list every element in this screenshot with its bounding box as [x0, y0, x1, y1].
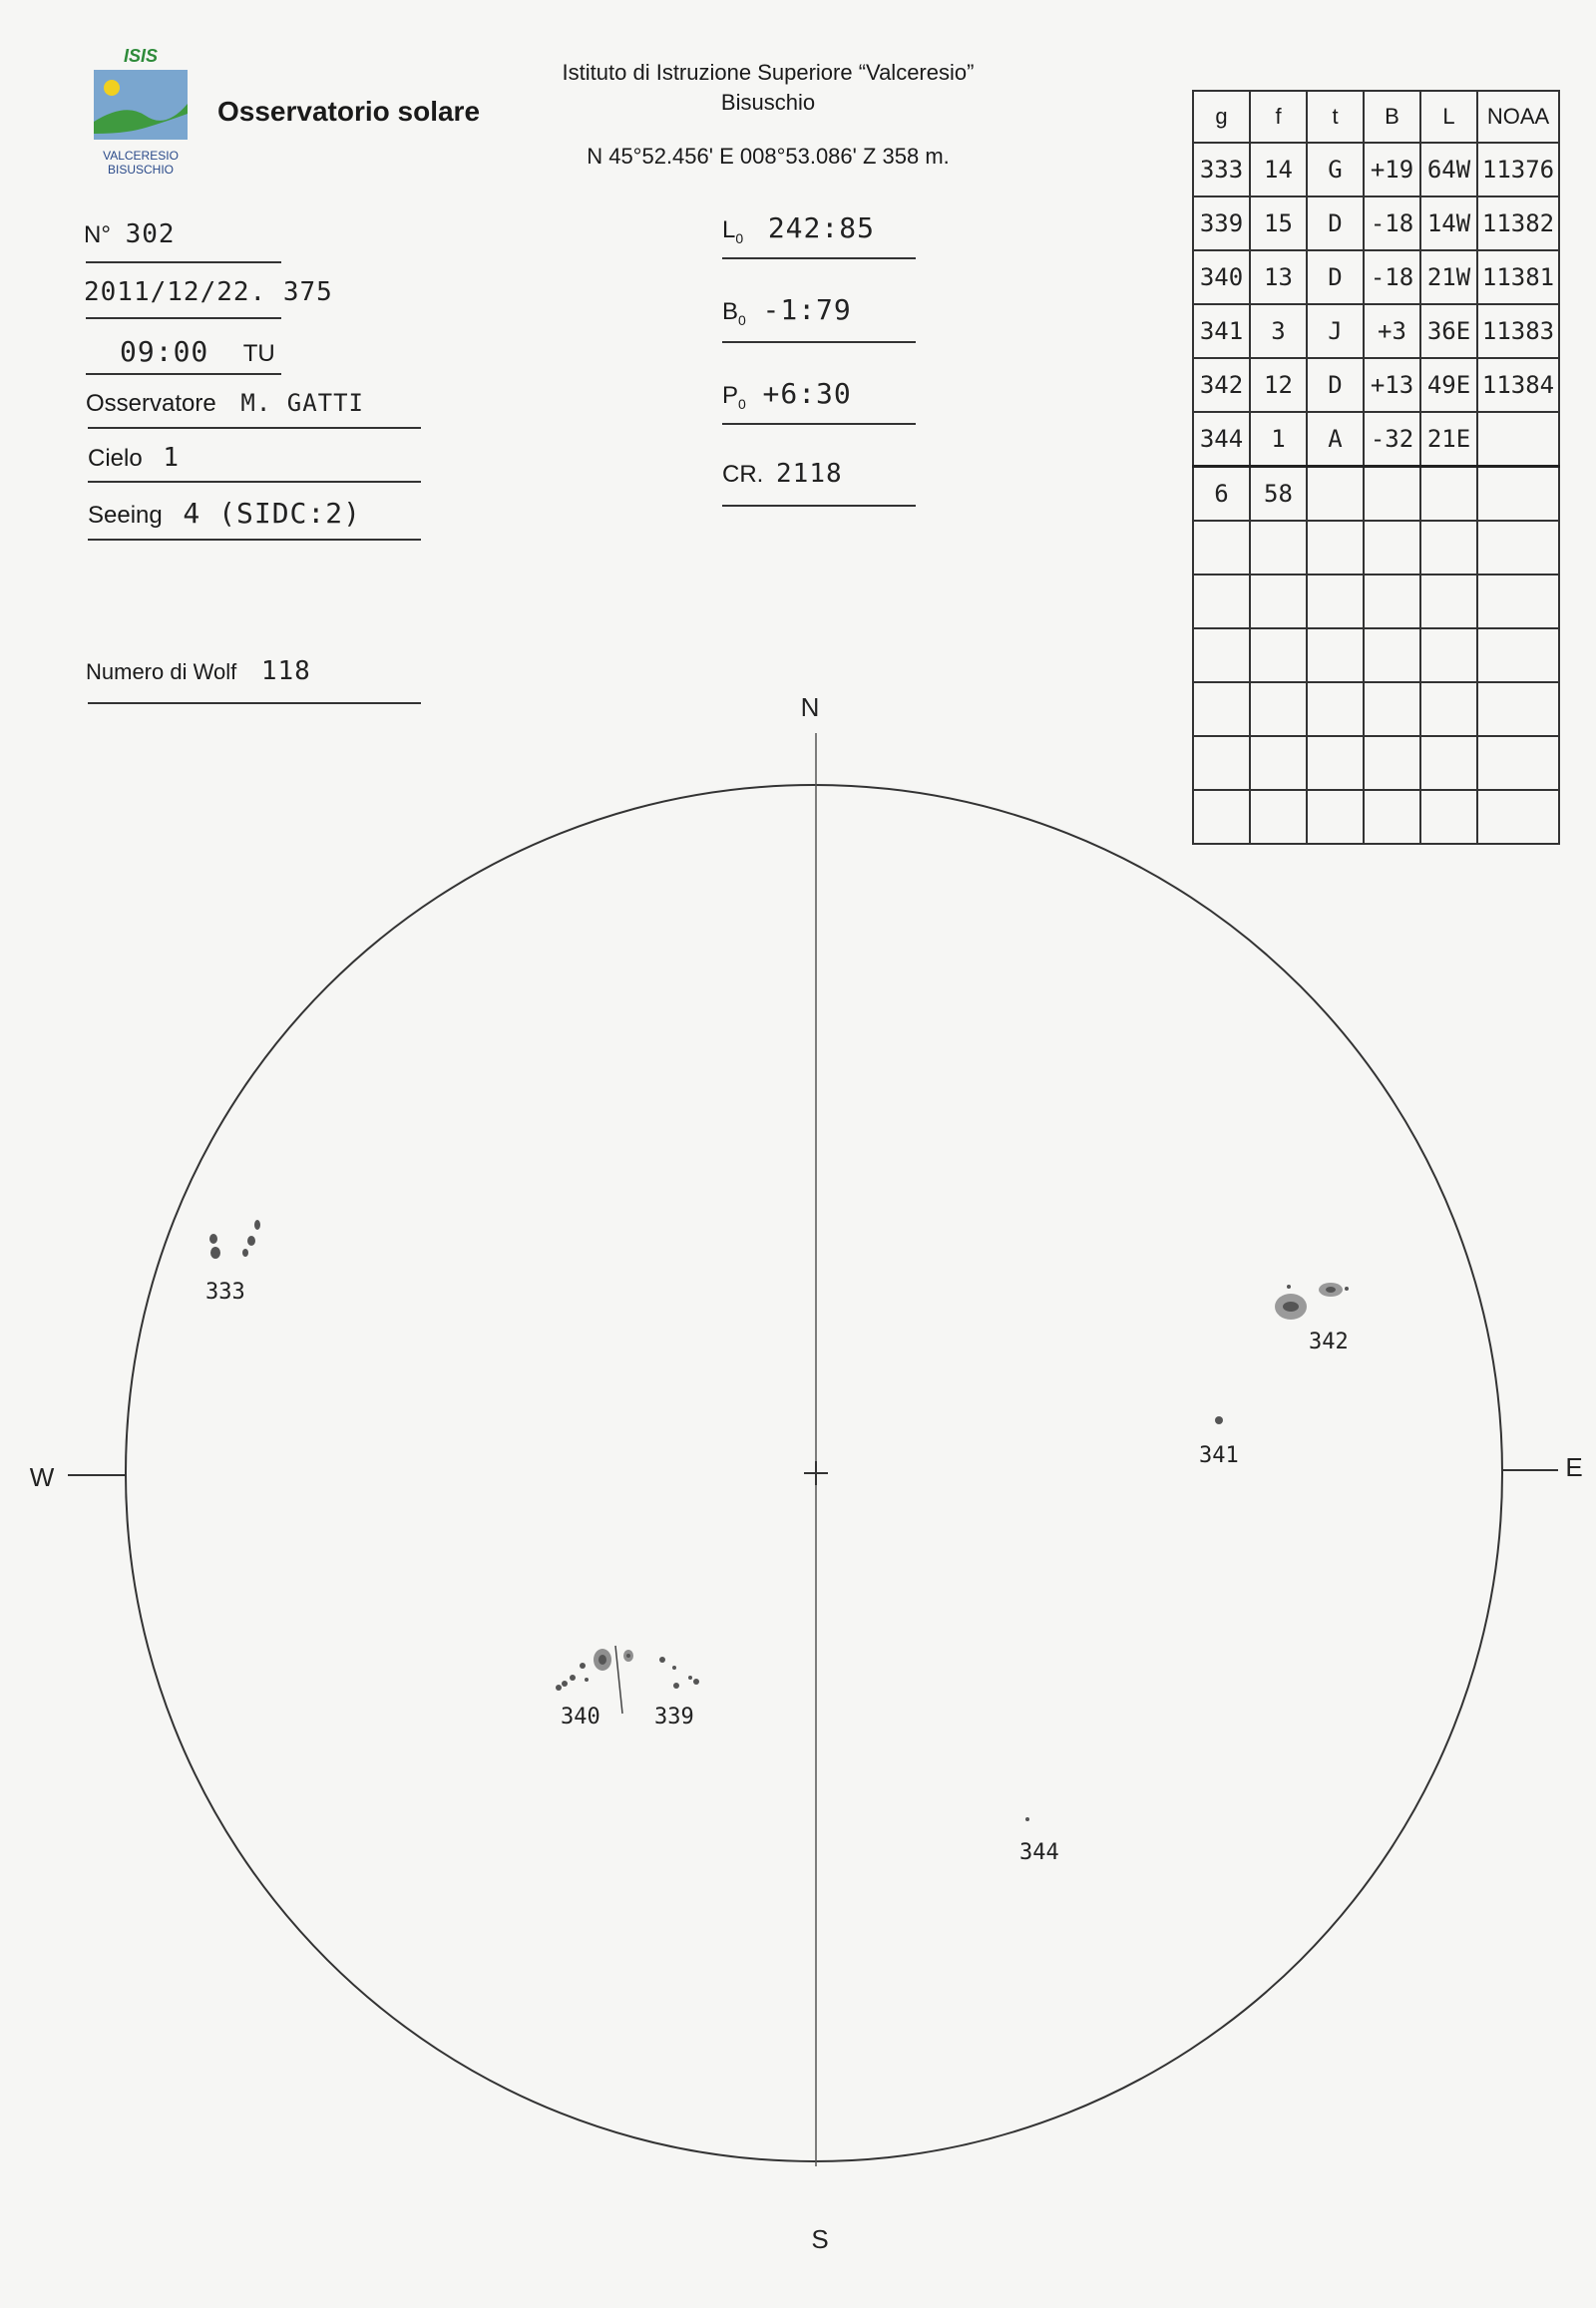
record-number-label: N° — [84, 221, 111, 248]
group-label-333: 333 — [205, 1280, 245, 1305]
cell-f: 1 — [1250, 412, 1307, 467]
cell-g: 339 — [1193, 196, 1250, 250]
cell-L: 14W — [1420, 196, 1477, 250]
CR-label: CR. — [722, 461, 764, 488]
sunspot — [580, 1663, 586, 1669]
umbra — [1326, 1287, 1336, 1293]
cell-NOAA: 11381 — [1477, 250, 1559, 304]
B0-label: B — [722, 298, 739, 325]
header-L: L — [1420, 91, 1477, 143]
sunspot — [585, 1678, 589, 1682]
cell-t: J — [1307, 304, 1364, 358]
group-label-341: 341 — [1199, 1443, 1239, 1468]
wolf-value: 118 — [260, 656, 311, 686]
P0-value: +6:30 — [762, 377, 852, 410]
umbra — [1283, 1302, 1299, 1312]
cell-B: -18 — [1364, 250, 1420, 304]
sunspot — [209, 1234, 217, 1244]
compass-north: N — [800, 692, 820, 722]
umbra — [598, 1655, 606, 1665]
seeing-value: 4 (SIDC:2) — [183, 497, 361, 530]
cell-t: D — [1307, 250, 1364, 304]
cell-t: A — [1307, 412, 1364, 467]
CR-value: 2118 — [776, 459, 843, 489]
cell-g: 6 — [1193, 467, 1250, 522]
logo-mark-text: ISIS — [123, 46, 159, 66]
sunspot — [210, 1247, 220, 1259]
cell-NOAA: 11383 — [1477, 304, 1559, 358]
cell-L: 49E — [1420, 358, 1477, 412]
sunspot — [1215, 1416, 1223, 1424]
cell-g: 333 — [1193, 143, 1250, 196]
L0-label: L — [722, 216, 736, 243]
cell-g: 344 — [1193, 412, 1250, 467]
group-label-342: 342 — [1309, 1330, 1349, 1354]
sunspot — [254, 1220, 260, 1230]
sunspot-group-339 — [623, 1650, 699, 1730]
P0-subscript: 0 — [738, 395, 746, 412]
wolf-label: Numero di Wolf — [86, 659, 237, 684]
header-NOAA: NOAA — [1477, 91, 1559, 143]
group-label-344: 344 — [1019, 1840, 1059, 1865]
compass-west: W — [29, 1462, 55, 1492]
group-divider — [615, 1646, 622, 1714]
cell-NOAA: 11382 — [1477, 196, 1559, 250]
header-t: t — [1307, 91, 1364, 143]
cell-f: 12 — [1250, 358, 1307, 412]
group-label-339: 339 — [654, 1705, 694, 1730]
sunspot — [242, 1249, 248, 1257]
cell-f: 13 — [1250, 250, 1307, 304]
cell-g: 341 — [1193, 304, 1250, 358]
sunspot — [688, 1676, 692, 1680]
cell-B: +13 — [1364, 358, 1420, 412]
sunspot — [1345, 1287, 1349, 1291]
header-g: g — [1193, 91, 1250, 143]
sunspot-group-344 — [1019, 1817, 1059, 1865]
observer-label: Osservatore — [86, 390, 216, 417]
compass-south: S — [811, 2224, 829, 2254]
cell-t: G — [1307, 143, 1364, 196]
cell-NOAA: 11384 — [1477, 358, 1559, 412]
site-coordinates: N 45°52.456' E 008°53.086' Z 358 m. — [587, 144, 950, 169]
sunspot — [570, 1675, 576, 1681]
time-unit: TU — [242, 340, 275, 367]
sunspot — [247, 1236, 255, 1246]
cell-B: +19 — [1364, 143, 1420, 196]
sunspot — [562, 1681, 568, 1687]
cell-L: 36E — [1420, 304, 1477, 358]
cell-f: 15 — [1250, 196, 1307, 250]
institute-line1: Istituto di Istruzione Superiore “Valceresio” — [562, 60, 975, 85]
sunspot — [693, 1679, 699, 1685]
sunspot — [673, 1683, 679, 1689]
institute-line2: Bisuschio — [720, 90, 816, 115]
observer-name: M. GATTI — [240, 389, 364, 417]
group-label-340: 340 — [561, 1705, 600, 1730]
sunspot — [1287, 1285, 1291, 1289]
sunspot — [672, 1666, 676, 1670]
cell-t: D — [1307, 358, 1364, 412]
cell-L: 64W — [1420, 143, 1477, 196]
cell-NOAA: 11376 — [1477, 143, 1559, 196]
observation-time: 09:00 — [120, 335, 209, 368]
cell-f: 14 — [1250, 143, 1307, 196]
P0-label: P — [722, 382, 739, 409]
header-f: f — [1250, 91, 1307, 143]
B0-value: -1:79 — [762, 293, 852, 326]
sunspot-group-341 — [1199, 1416, 1239, 1468]
sunspot-group-340 — [556, 1646, 622, 1730]
cell-B: -32 — [1364, 412, 1420, 467]
sunspot-group-333 — [205, 1220, 260, 1305]
compass-east: E — [1565, 1452, 1583, 1482]
sky-value: 1 — [163, 443, 181, 473]
logo-line2: BISUSCHIO — [107, 163, 175, 177]
seeing-label: Seeing — [88, 502, 163, 529]
cell-B: +3 — [1364, 304, 1420, 358]
cell-f: 58 — [1250, 467, 1307, 522]
cell-f: 3 — [1250, 304, 1307, 358]
cell-L: 21W — [1420, 250, 1477, 304]
cell-L: 21E — [1420, 412, 1477, 467]
cell-g: 342 — [1193, 358, 1250, 412]
cell-g: 340 — [1193, 250, 1250, 304]
sky-label: Cielo — [88, 445, 143, 472]
cell-t: D — [1307, 196, 1364, 250]
B0-subscript: 0 — [738, 311, 746, 328]
record-number-value: 302 — [125, 219, 176, 249]
L0-value: 242:85 — [767, 211, 875, 244]
sunspot-group-342 — [1275, 1283, 1349, 1354]
logo-line1: VALCERESIO — [103, 149, 179, 163]
sunspot — [659, 1657, 665, 1663]
sunspot — [556, 1685, 562, 1691]
cell-B: -18 — [1364, 196, 1420, 250]
L0-subscript: 0 — [735, 229, 744, 246]
header-B: B — [1364, 91, 1420, 143]
page-title: Osservatorio solare — [217, 96, 481, 127]
sunspot — [1025, 1817, 1029, 1821]
observation-date: 2011/12/22. 375 — [84, 277, 333, 307]
umbra — [626, 1654, 630, 1658]
